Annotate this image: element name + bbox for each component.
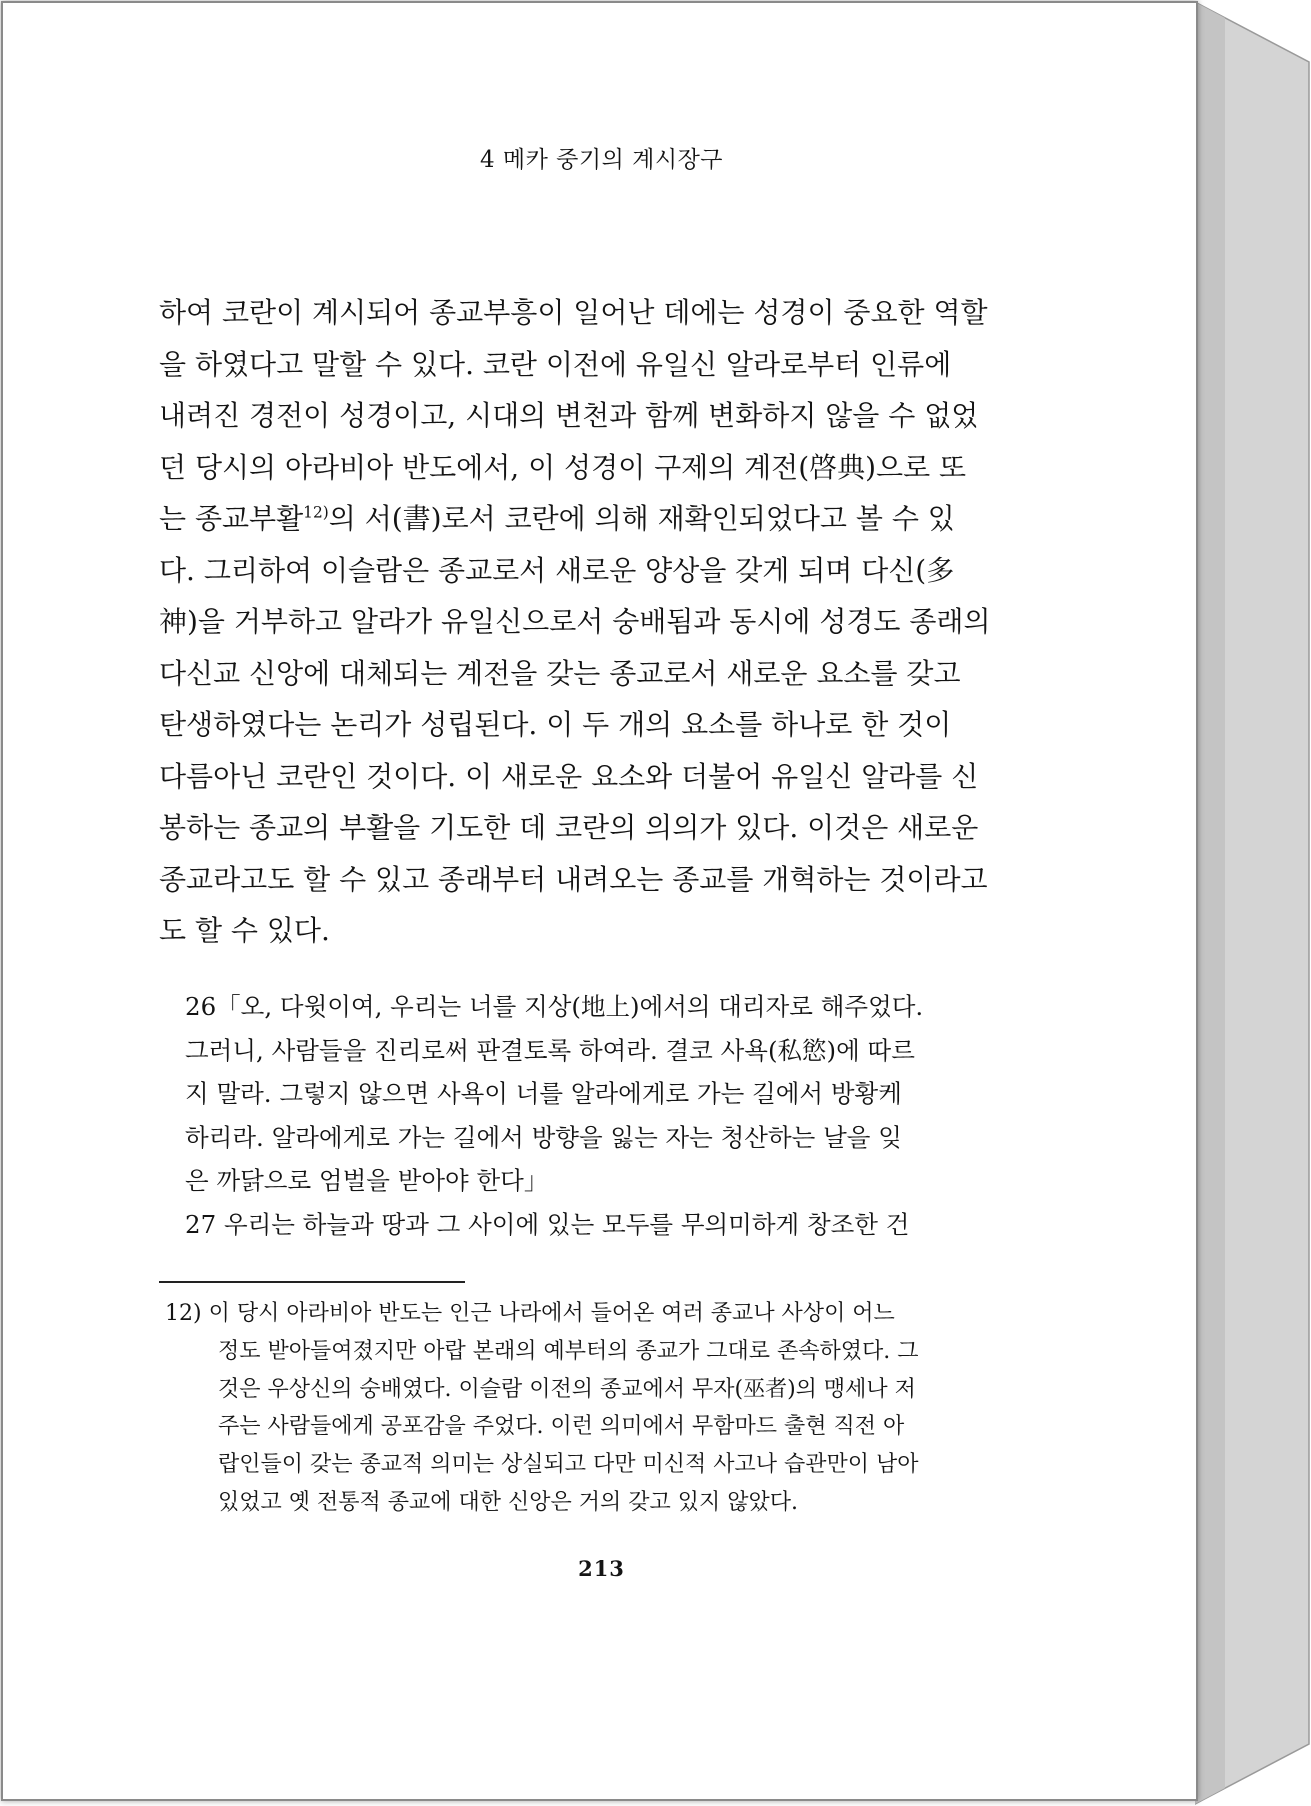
verse-line: 그러니, 사람들을 진리로써 판결토록 하여라. 결코 사욕(私慾)에 따르 [185, 1035, 915, 1065]
text-line: 내려진 경전이 성경이고, 시대의 변천과 함께 변화하지 않을 수 없었 [159, 399, 979, 432]
footnote-line: 것은 우상신의 숭배였다. 이슬람 이전의 종교에서 무자(巫者)의 맹세나 저 [218, 1376, 916, 1402]
quoted-verses [185, 985, 991, 1246]
spine-shade [1195, 2, 1225, 1804]
text-line: 다름아닌 코란인 것이다. 이 새로운 요소와 더불어 유일신 알라를 신 [159, 759, 979, 793]
text-fragment: 는 종교부활 [159, 502, 304, 535]
footnote-line: 정도 받아들여졌지만 아랍 본래의 예부터의 종교가 그대로 존속하였다. 그 [218, 1338, 919, 1364]
text-line: 하여 코란이 계시되어 종교부흥이 일어난 데에는 성경이 중요한 역할 [159, 296, 988, 329]
verse-line: 하리라. 알라에게로 가는 길에서 방향을 잃는 자는 청산하는 날을 잊 [185, 1122, 902, 1152]
text-line: 다신교 신앙에 대체되는 계전을 갖는 종교로서 새로운 요소를 갖고 [159, 656, 961, 690]
running-head: 4 메카 중기의 계시장구 [479, 147, 724, 173]
text-line [159, 493, 1017, 545]
text-line: 神)을 거부하고 알라가 유일신으로서 숭배됨과 동시에 성경도 종래의 [159, 605, 991, 638]
footnote-line: 랍인들이 갖는 종교적 의미는 상실되고 다만 미신적 사고나 습관만이 남아 [218, 1452, 919, 1478]
footnote-divider [159, 1281, 465, 1283]
verse-line: 27 우리는 하늘과 땅과 그 사이에 있는 모두를 무의미하게 창조한 건 [185, 1209, 910, 1239]
verse-line: 지 말라. 그렇지 않으면 사욕이 너를 알라에게로 가는 길에서 방황케 [185, 1079, 902, 1108]
page-number: 213 [578, 1556, 625, 1581]
footnote-line: 있었고 옛 전통적 종교에 대한 신앙은 거의 갖고 있지 않았다. [218, 1489, 798, 1515]
book-spine [1195, 0, 1311, 1806]
text-line: 다. 그리하여 이슬람은 종교로서 새로운 양상을 갖게 되며 다신(多 [159, 553, 955, 587]
footnote-line: 12) 이 당시 아라비아 반도는 인근 나라에서 들어온 여러 종교나 사상이 어느 [165, 1301, 895, 1326]
footnote-reference: 12) [303, 503, 329, 522]
footnote-line: 주는 사람들에게 공포감을 주었다. 이런 의미에서 무함마드 출현 직전 아 [218, 1414, 905, 1440]
text-line: 을 하였다고 말할 수 있다. 코란 이전에 유일신 알라로부터 인류에 [159, 347, 952, 381]
verse-line: 은 까닭으로 엄벌을 받아야 한다」 [185, 1166, 549, 1195]
text-line: 종교라고도 할 수 있고 종래부터 내려오는 종교를 개혁하는 것이라고 [159, 862, 988, 896]
text-line: 던 당시의 아라비아 반도에서, 이 성경이 구제의 계전(啓典)으로 또 [159, 450, 967, 484]
verse-line: 26「오, 다윗이여, 우리는 너를 지상(地上)에서의 대리자로 해주었다. [185, 992, 924, 1021]
text-line: 봉하는 종교의 부활을 기도한 데 코란의 의의가 있다. 이것은 새로운 [159, 811, 979, 844]
text-fragment: 의 서(書)로서 코란에 의해 재확인되었다고 볼 수 있 [328, 502, 955, 535]
text-line: 탄생하였다는 논리가 성립된다. 이 두 개의 요소를 하나로 한 것이 [159, 708, 952, 741]
main-text [159, 287, 1017, 957]
text-line: 도 할 수 있다. [159, 914, 330, 947]
footnote [165, 1295, 1025, 1522]
page [1, 1, 1198, 1801]
